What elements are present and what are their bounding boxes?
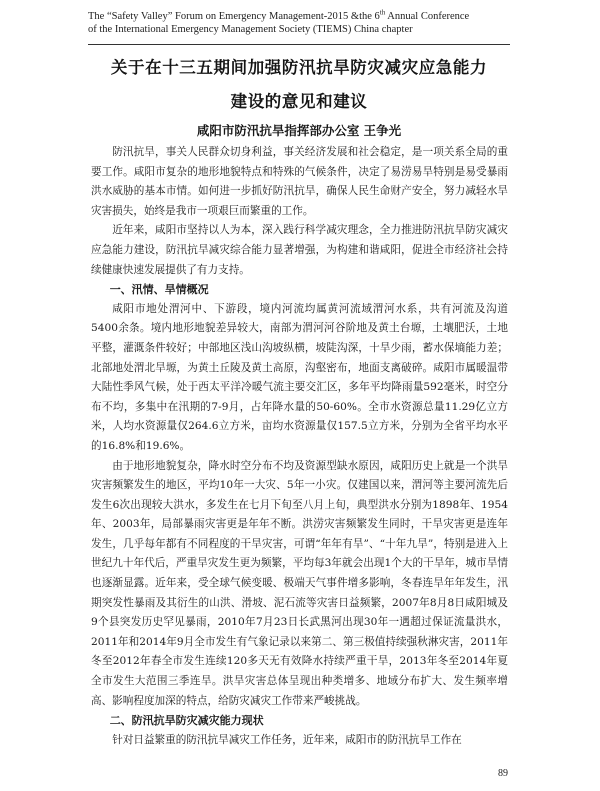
running-header-superscript: th [379, 8, 386, 17]
title-line-1: 关于在十三五期间加强防汛抗旱防灾减灾应急能力 [110, 58, 488, 77]
section-1-paragraph-2: 由于地形地貌复杂，降水时空分布不均及资源型缺水原因，咸阳历史上就是一个洪旱灾害频繁发生的地区，平均10年一大灾、5年一小灾。仅建国以来，渭河等主要河流先后发生6次出现较大洪水，多发生在七月下旬至八月上旬，典型洪水分别为1898年、1954年、2003年，局部暴雨灾害更是年年不断。洪涝灾害频繁发生同时，干旱灾害更是连年发生，几乎每年都有不同程度的干旱灾害，可谓“年年有旱”、“十年九旱”，特别是进入上世纪九十年代后，严重旱灾发生更为频繁，平均每3年就会出现1个大的干旱年，城市旱情也逐渐显露。近年来，受全球气候变暖、极端天气事件增多影响，冬春连旱年年发生，汛期突发性暴雨及其衍生的山洪、滑坡、泥石流等灾害日益频繁，2007年8月8日咸阳城及9个县突发历史罕见暴雨，2010年7月23日长武黑河出现30年一遇超过保证流量洪水，2011年和2014年9月全市发生有气象记录以来第二、第三极值持续强秋淋灾害，2011年冬至2012年春全市发生连续120多天无有效降水持续严重干旱，2013年冬至2014年夏全市发生大范围三季连旱。洪旱灾害总体呈现出种类增多、地域分布扩大、发生频率增高、影响程度加深的特点，给防灾减灾工作带来严峻挑战。 [91, 459, 508, 707]
section-1-paragraph-1: 咸阳市地处渭河中、下游段，境内河流均属黄河流域渭河水系，共有河流及沟道5400余条。境内地形地貌差异较大，南部为渭河河谷阶地及黄土台塬，土壤肥沃，土地平整，灌溉条件较好；中部地区浅山沟坡纵横，坡陡沟深，十旱少雨，蓄水保墒能力差；北部地处渭北旱塬，为黄土丘陵及黄土高原，沟壑密布，地面支离破碎。咸阳市属暖温带大陆性季风气候，处于西太平洋冷暖气流主要交汇区，多年平均降雨量592毫米，时空分布不均，多集中在汛期的7-9月，占年降水量的50-60%。全市水资源总量11.29亿立方米，人均水资源量仅264.6立方米，亩均水资源量仅157.5立方米，分别为全省平均水平的16.8%和19.6%。 [91, 302, 508, 452]
running-header-line1-tail: Annual Conference [385, 11, 470, 22]
section-2-heading: 二、防汛抗旱防灾减灾能力现状 [109, 714, 264, 728]
section-1-heading: 一、汛情、旱情概况 [109, 283, 209, 297]
intro-paragraph-1: 防汛抗旱，事关人民群众切身利益，事关经济发展和社会稳定，是一项关系全局的重要工作。咸阳市复杂的地形地貌特点和特殊的气候条件，决定了易涝易旱特别是易受暴雨洪水威胁的基本市情。如何进一步抓好防汛抗旱，确保人民生命财产安全，努力减轻水旱灾害损失，始终是我市一项艰巨而繁重的工作。 [91, 146, 508, 217]
title-line-2: 建设的意见和建议 [230, 92, 368, 111]
intro-paragraph-2: 近年来，咸阳市坚持以人为本，深入践行科学减灾理念，全力推进防汛抗旱防灾减灾应急能力建设，防汛抗旱减灾综合能力显著增强，为构建和谐咸阳，促进全市经济社会持续健康快速发展提供了有力支持。 [91, 224, 508, 276]
page-number: 89 [498, 768, 508, 779]
running-header-line2: of the International Emergency Management Society (TIEMS) China chapter [88, 24, 413, 35]
section-2-paragraph-1: 针对日益繁重的防汛抗旱减灾工作任务，近年来，咸阳市的防汛抗旱工作在 [112, 733, 462, 746]
article-body [91, 143, 508, 750]
running-header-line1-text: The “Safety Valley” Forum on Emergency Management-2015 &the 6 [88, 11, 380, 22]
header-divider [88, 44, 510, 45]
running-header [88, 10, 528, 36]
running-header-line1 [88, 10, 528, 23]
author-line: 咸阳市防汛抗旱指挥部办公室 王争光 [196, 123, 402, 138]
